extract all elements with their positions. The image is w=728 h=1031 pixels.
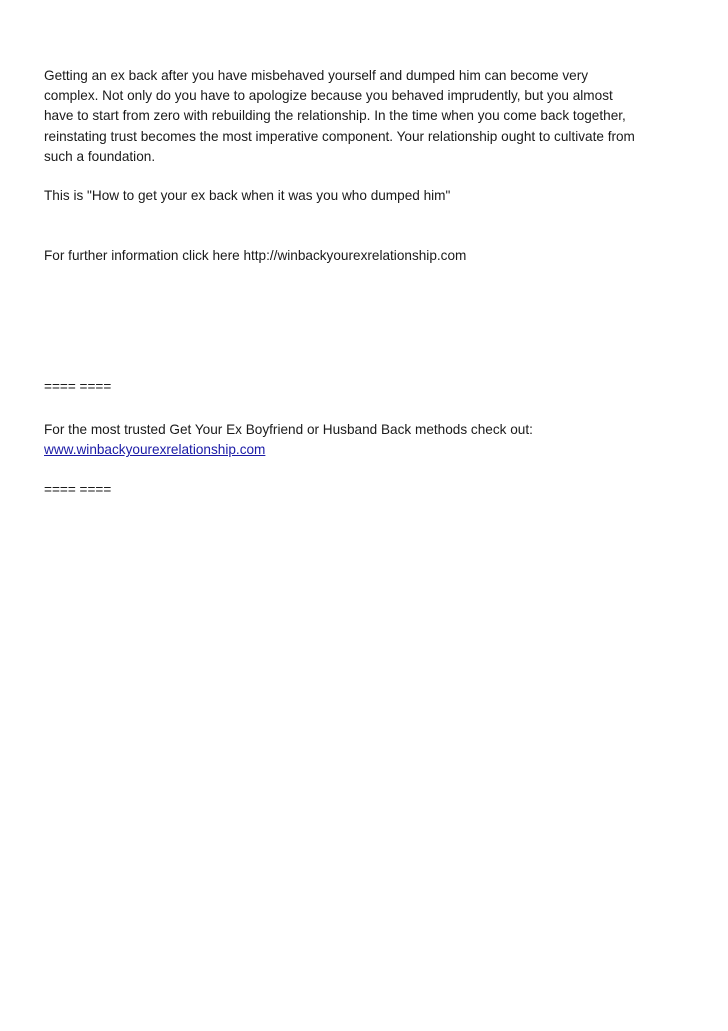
article-title-line bbox=[44, 186, 450, 206]
intro-line: have to start from zero with rebuilding the relationship. In the time when you come back together, bbox=[44, 108, 626, 124]
intro-line: reinstating trust becomes the most imperative component. Your relationship ought to cultivate from bbox=[44, 128, 635, 144]
separator-text: ==== ==== bbox=[44, 379, 112, 394]
further-info-text: For further information click here http://winbackyourexrelationship.com bbox=[44, 248, 467, 263]
trusted-methods-text: For the most trusted Get Your Ex Boyfriend or Husband Back methods check out: bbox=[44, 422, 533, 437]
separator-top bbox=[44, 377, 111, 397]
separator-text: ==== ==== bbox=[44, 482, 112, 497]
website-link[interactable]: www.winbackyourexrelationship.com bbox=[44, 442, 266, 458]
intro-line: complex. Not only do you have to apologize because you behaved imprudently, but you almost bbox=[44, 88, 613, 104]
intro-line: Getting an ex back after you have misbehaved yourself and dumped him can become very bbox=[44, 68, 589, 83]
article-title-text: This is "How to get your ex back when it was you who dumped him" bbox=[44, 188, 451, 203]
separator-bottom bbox=[44, 480, 111, 500]
further-info-line bbox=[44, 246, 466, 266]
trusted-methods-paragraph bbox=[44, 420, 533, 460]
intro-paragraph bbox=[44, 66, 635, 167]
intro-line: such a foundation. bbox=[44, 148, 156, 164]
